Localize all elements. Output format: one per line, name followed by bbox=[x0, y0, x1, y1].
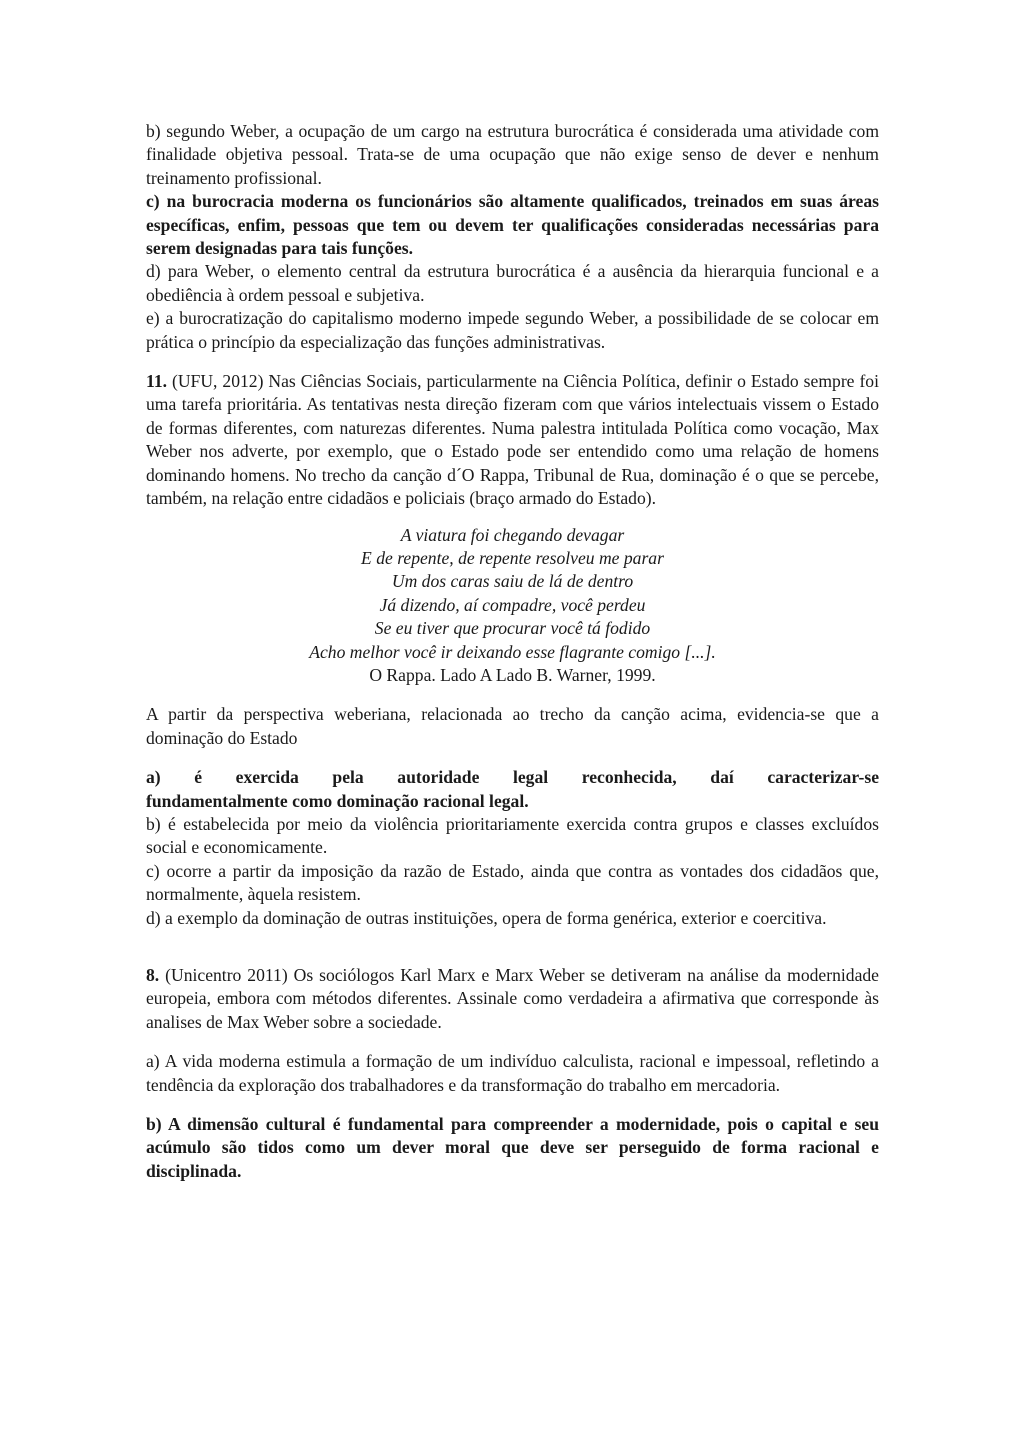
question-11-number: 11. bbox=[146, 371, 168, 392]
question-8-option-b-answer: b) A dimensão cultural é fundamental para compreender a modernidade, pois o capital e seu acúmulo são tidos como um dever moral que deve ser perseguido de forma racional e disciplinada. bbox=[146, 1114, 879, 1181]
question-8 bbox=[146, 964, 879, 1034]
prev-question-option-d: d) para Weber, o elemento central da estrutura burocrática é a ausência da hierarquia funcional e a obediência à ordem pessoal e subjetiva. bbox=[146, 261, 879, 305]
question-11-option-a-answer-line2: fundamentalmente como dominação racional legal. bbox=[146, 790, 529, 811]
spacer bbox=[146, 687, 879, 703]
question-11-text: (UFU, 2012) Nas Ciências Sociais, particularmente na Ciência Política, definir o Estado sempre foi uma tarefa prioritária. As tentativas nesta direção fizeram com que vários intelectuais vissem o Estado de formas diferentes, com naturezas diferentes. Numa palestra intitulada Política como vocação, Max Weber nos adverte, por exemplo, que o Estado pode ser entendido como uma relação de homens dominando homens. No trecho da canção d´O Rappa, Tribunal de Rua, dominação é o que se percebe, também, na relação entre cidadãos e policiais (braço armado do Estado). bbox=[146, 371, 879, 509]
song-line: A viatura foi chegando devagar bbox=[400, 524, 625, 545]
song-line: Se eu tiver que procurar você tá fodido bbox=[374, 618, 651, 639]
spacer bbox=[146, 930, 879, 964]
spacer bbox=[146, 750, 879, 766]
question-8-option-a: a) A vida moderna estimula a formação de um indivíduo calculista, racional e impessoal, refletindo a tendência da exploração dos trabalhadores e da transformação do trabalho em mercadoria. bbox=[146, 1051, 879, 1095]
spacer bbox=[146, 1097, 879, 1113]
song-source: O Rappa. Lado A Lado B. Warner, 1999. bbox=[369, 664, 656, 685]
song-line: Já dizendo, aí compadre, você perdeu bbox=[379, 594, 646, 615]
prev-question-option-b: b) segundo Weber, a ocupação de um cargo na estrutura burocrática é considerada uma atividade com finalidade objetiva pessoal. Trata-se de uma ocupação que não exige senso de dever e nenhum treinamento profissional. bbox=[146, 121, 879, 188]
question-11-option-b: b) é estabelecida por meio da violência prioritariamente exercida contra grupos e classes excluídos social e economicamente. bbox=[146, 813, 879, 858]
prev-question-option-e: e) a burocratização do capitalismo moderno impede segundo Weber, a possibilidade de se colocar em prática o princípio da especialização das funções administrativas. bbox=[146, 308, 879, 352]
question-8-number: 8. bbox=[146, 965, 160, 985]
song-line: Acho melhor você ir deixando esse flagrante comigo [...]. bbox=[309, 641, 716, 662]
song-line: E de repente, de repente resolveu me parar bbox=[361, 547, 664, 568]
song-line: Um dos caras saiu de lá de dentro bbox=[391, 571, 634, 592]
prev-question-option-c-answer: c) na burocracia moderna os funcionários são altamente qualificados, treinados em suas áreas específicas, enfim, pessoas que tem ou devem ter qualificações consideradas necessárias para serem designadas para tais funções. bbox=[146, 191, 879, 259]
question-8-text: (Unicentro 2011) Os sociólogos Karl Marx e Marx Weber se detiveram na análise da modernidade europeia, embora com métodos diferentes. Assinale como verdadeira a afirmativa que corresponde às analises de Max Weber sobre a sociedade. bbox=[146, 965, 879, 1032]
question-11-option-a-answer-line1: a) é exercida pela autoridade legal reconhecida, daí caracterizar-se bbox=[146, 767, 879, 788]
spacer bbox=[146, 354, 879, 370]
spacer bbox=[146, 1034, 879, 1050]
question-11-option-c: c) ocorre a partir da imposição da razão de Estado, ainda que contra as vontades dos cidadãos que, normalmente, àquela resistem. bbox=[146, 860, 879, 905]
song-excerpt bbox=[146, 524, 879, 688]
question-11-stem: A partir da perspectiva weberiana, relacionada ao trecho da canção acima, evidencia-se que a dominação do Estado bbox=[146, 704, 879, 748]
question-11 bbox=[146, 370, 879, 510]
document-page bbox=[146, 120, 879, 1183]
question-11-option-d: d) a exemplo da dominação de outras instituições, opera de forma genérica, exterior e coercitiva. bbox=[146, 907, 827, 928]
